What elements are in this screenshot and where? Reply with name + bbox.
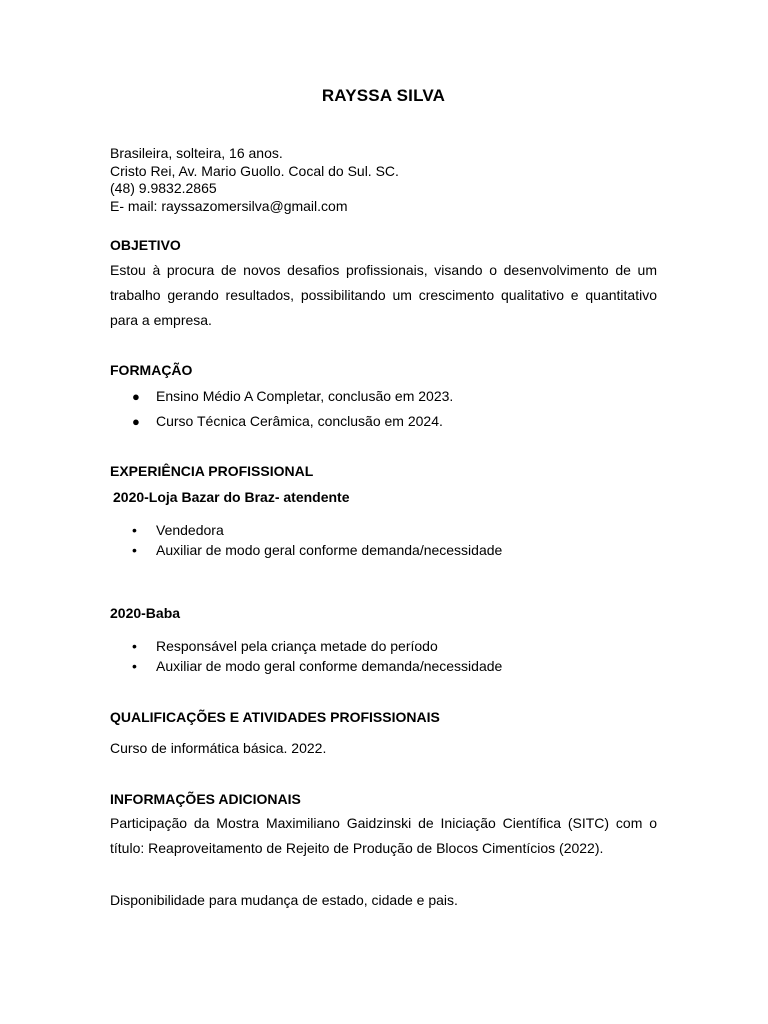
qualificacoes-text: Curso de informática básica. 2022. [110,740,327,756]
list-item: • Auxiliar de modo geral conforme demanda/necessidade [132,542,503,558]
email: E- mail: rayssazomersilva@gmail.com [110,197,348,214]
contact-info [110,145,399,215]
bullet-icon: • [132,522,137,538]
bullet-icon: ● [132,414,140,429]
informacoes-text: Participação da Mostra Maximiliano Gaidzinski de Iniciação Científica (SITC) com o título: Reaproveitamento de Rejeito de Produção de Blocos Cimentícios (2022). [110,815,657,856]
list-item: • Responsável pela criança metade do período [132,638,438,654]
formacao-heading: FORMAÇÃO [110,362,193,378]
bullet-icon: • [132,638,137,654]
job-title: 2020-Baba [110,605,181,621]
bullet-icon: ● [132,389,140,404]
informacoes-heading: INFORMAÇÕES ADICIONAIS [110,791,301,807]
list-item: ● Curso Técnica Cerâmica, conclusão em 2024. [110,409,453,434]
personal-details: Brasileira, solteira, 16 anos. [110,145,283,161]
objetivo-text: Estou à procura de novos desafios profissionais, visando o desenvolvimento de um trabalho gerando resultados, possibilitando um crescimento qualitativo e quantitativo para a empresa. [110,262,657,328]
list-item: ● Ensino Médio A Completar, conclusão em 2023. [110,384,453,409]
job-duties-list [110,520,502,560]
list-item: • Vendedora [132,522,224,538]
candidate-name: RAYSSA SILVA [321,86,446,105]
address: Cristo Rei, Av. Mario Guollo. Cocal do Sul. SC. [110,162,399,179]
bullet-icon: • [132,658,137,674]
objetivo-heading: OBJETIVO [110,237,181,253]
job-duties-list [110,636,502,676]
qualificacoes-heading: QUALIFICAÇÕES E ATIVIDADES PROFISSIONAIS [110,709,440,725]
job-title: 2020-Loja Bazar do Braz- atendente [113,489,350,505]
phone-number: (48) 9.9832.2865 [110,180,217,196]
list-item: • Auxiliar de modo geral conforme demanda/necessidade [132,658,503,674]
experiencia-heading: EXPERIÊNCIA PROFISSIONAL [110,463,314,479]
availability-text: Disponibilidade para mudança de estado, cidade e pais. [110,892,458,908]
bullet-icon: • [132,542,137,558]
formacao-list [110,384,453,434]
